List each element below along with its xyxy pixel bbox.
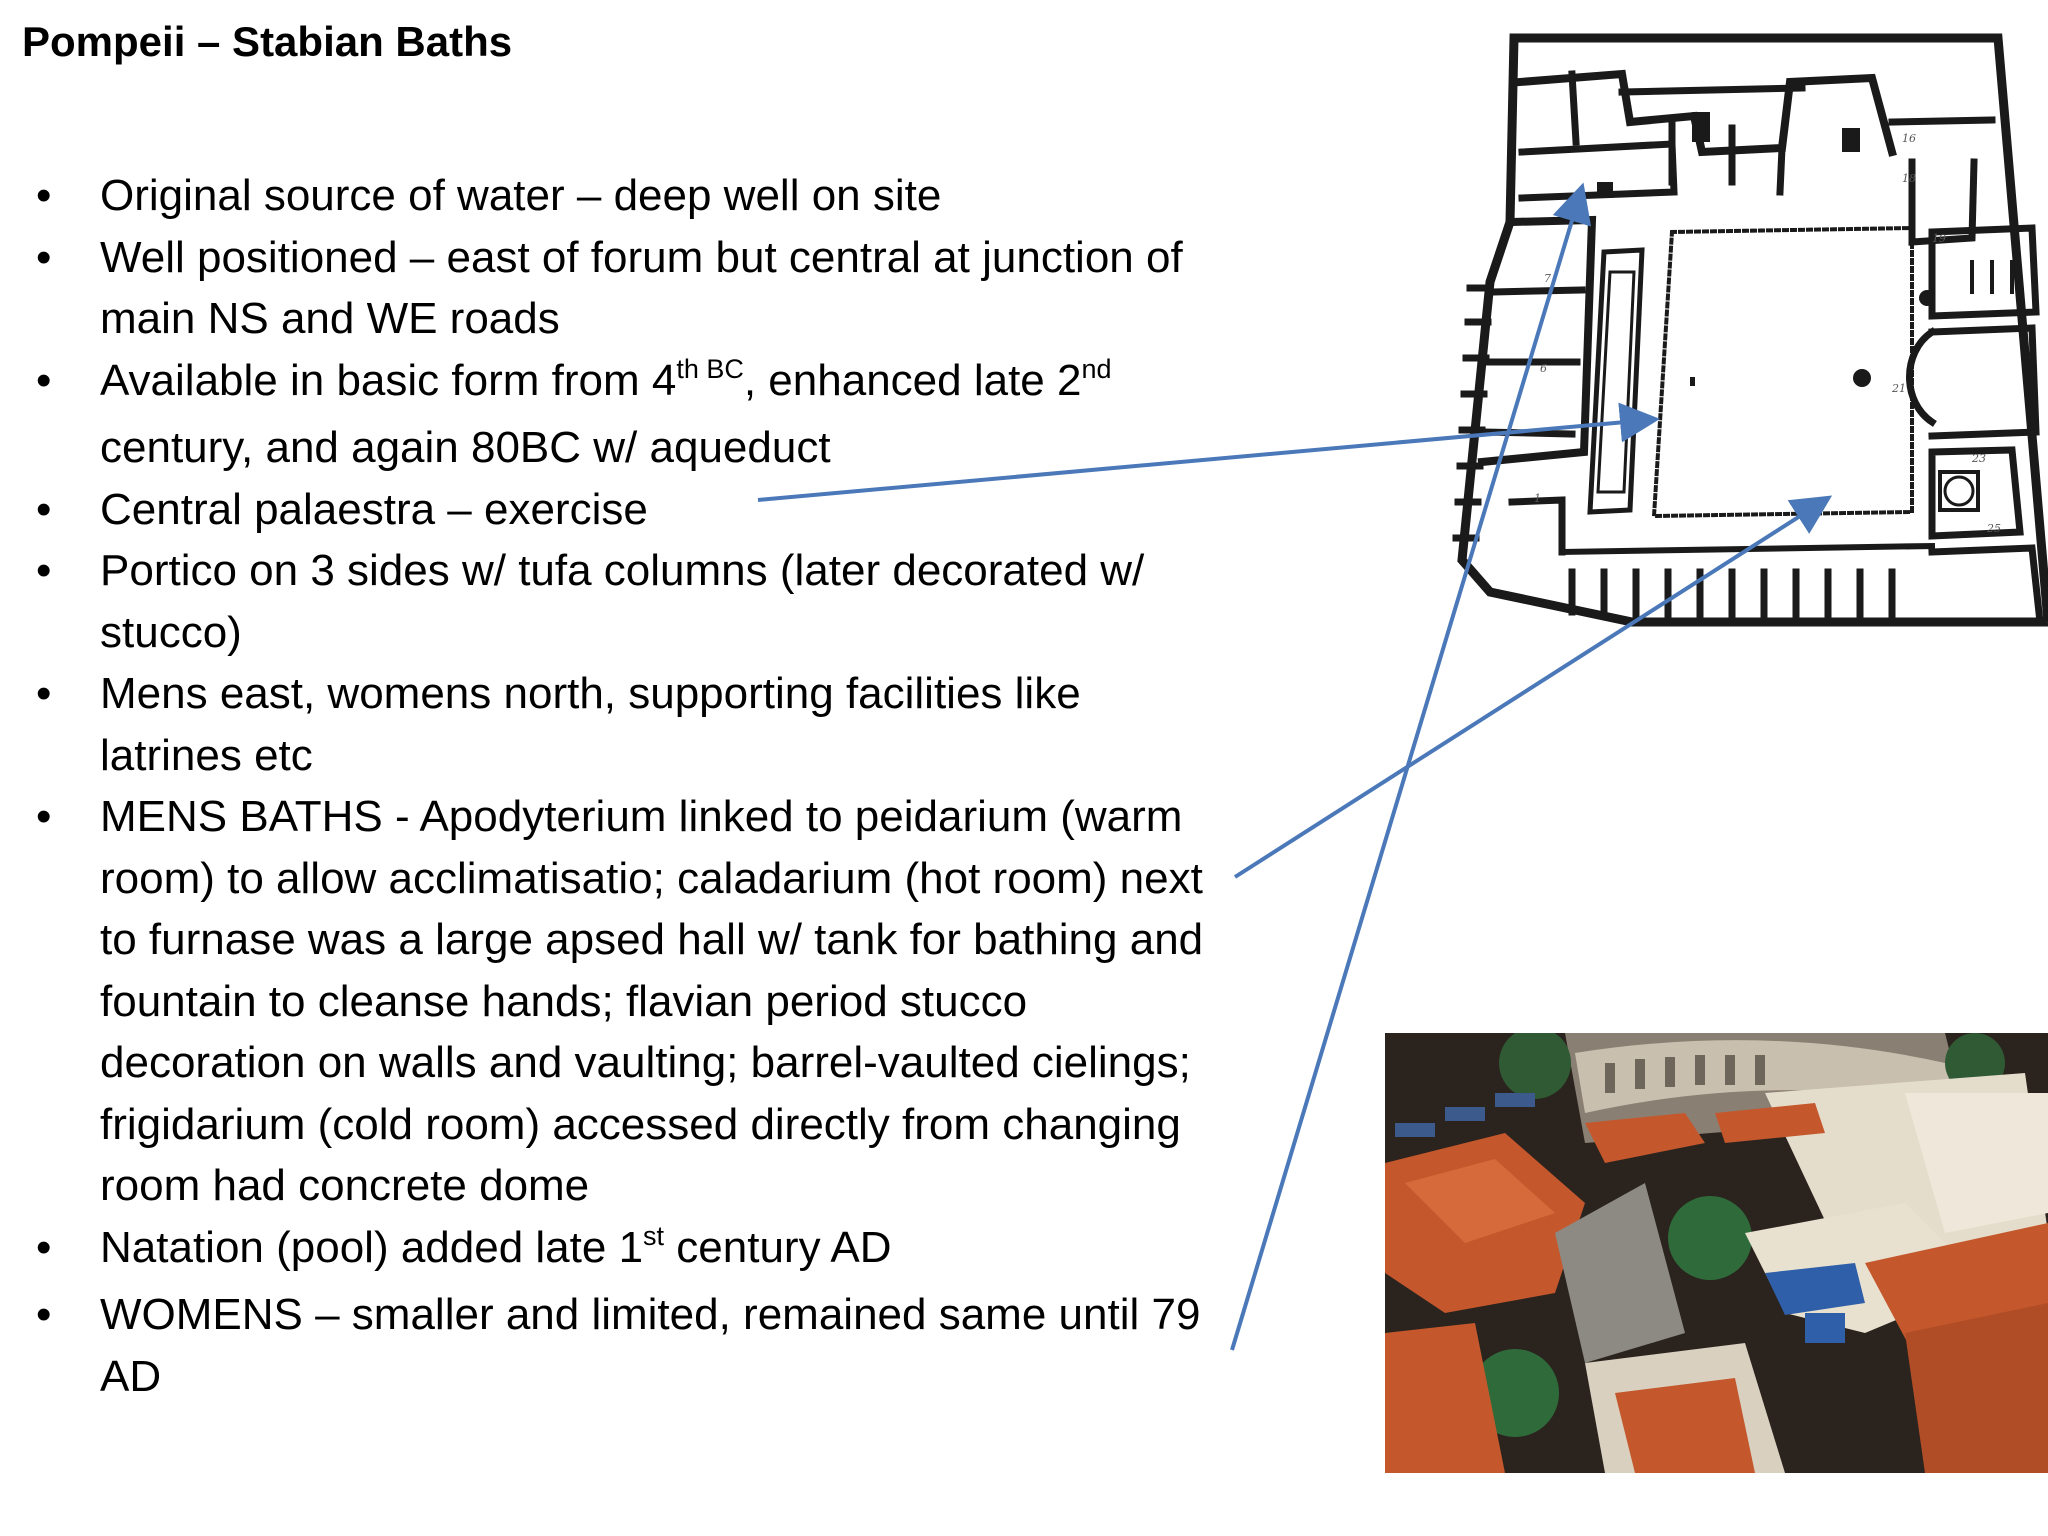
svg-text:25: 25 [1987, 522, 2001, 535]
bullet-list [30, 165, 1230, 1407]
bullet-item [30, 786, 1230, 1217]
bullet-text: Portico on 3 sides w/ tufa columns (later decorated w/ stucco) [100, 546, 1145, 657]
bullet-item [30, 1217, 1230, 1285]
svg-text:21: 21 [1892, 382, 1906, 395]
bullet-item [30, 540, 1230, 663]
bullet-text: Central palaestra – exercise [100, 484, 648, 534]
svg-text:16: 16 [1902, 132, 1916, 145]
bullet-item [30, 1284, 1230, 1407]
bullet-superscript: nd [1081, 353, 1112, 384]
bullet-marker: • [36, 355, 52, 405]
bullet-marker: • [36, 171, 52, 220]
bullet-text: , enhanced late 2 [743, 355, 1082, 405]
bullet-marker: • [36, 232, 52, 282]
bullet-text: WOMENS – smaller and limited, remained same until 79 AD [100, 1290, 1201, 1401]
bullet-text: Available in basic form from 4 [100, 355, 677, 405]
bullet-item [30, 663, 1230, 786]
bullet-item [30, 227, 1230, 350]
bullet-text: Original source of water – deep well on site [100, 171, 942, 220]
bullet-marker: • [36, 546, 52, 595]
bullet-text: Well positioned – east of forum but central at junction of main NS and WE roads [100, 232, 1183, 343]
svg-text:19: 19 [1932, 232, 1946, 245]
bullet-superscript: th BC [676, 353, 744, 384]
bullet-item [30, 165, 1230, 227]
bullet-marker: • [36, 669, 52, 718]
bullet-marker: • [36, 1222, 52, 1272]
lego-model-photo [1385, 1033, 2048, 1473]
bullet-item [30, 479, 1230, 541]
slide-title: Pompeii – Stabian Baths [22, 18, 513, 65]
svg-text:7: 7 [1544, 272, 1551, 285]
bullet-superscript: st [643, 1220, 665, 1251]
svg-text:18: 18 [1902, 172, 1916, 185]
bullet-marker: • [36, 1290, 52, 1339]
bullet-text: Natation (pool) added late 1 [100, 1222, 644, 1272]
svg-text:1: 1 [1534, 492, 1541, 505]
bullet-marker: • [36, 484, 52, 534]
svg-text:23: 23 [1972, 452, 1986, 465]
bullet-text: century, and again 80BC w/ aqueduct [100, 423, 831, 472]
bullet-text: MENS BATHS - Apodyterium linked to peidarium (warm room) to allow acclimatisatio; caladarium (hot room) next to furnase was a large apsed hall w/ tank for bathing and fountain to cleanse hands; flavian period stucco decoration on walls and vaulting; barrel-vaulted cielings; frigidarium (cold room) accessed directly from changing room had concrete dome [100, 792, 1204, 1210]
bullet-text: Mens east, womens north, supporting facilities like latrines etc [100, 669, 1081, 780]
bullet-marker: • [36, 792, 52, 841]
svg-text:6: 6 [1540, 362, 1547, 375]
floor-plan-image [1372, 32, 2048, 644]
bullet-text: century AD [664, 1222, 892, 1272]
bullet-item [30, 350, 1230, 479]
